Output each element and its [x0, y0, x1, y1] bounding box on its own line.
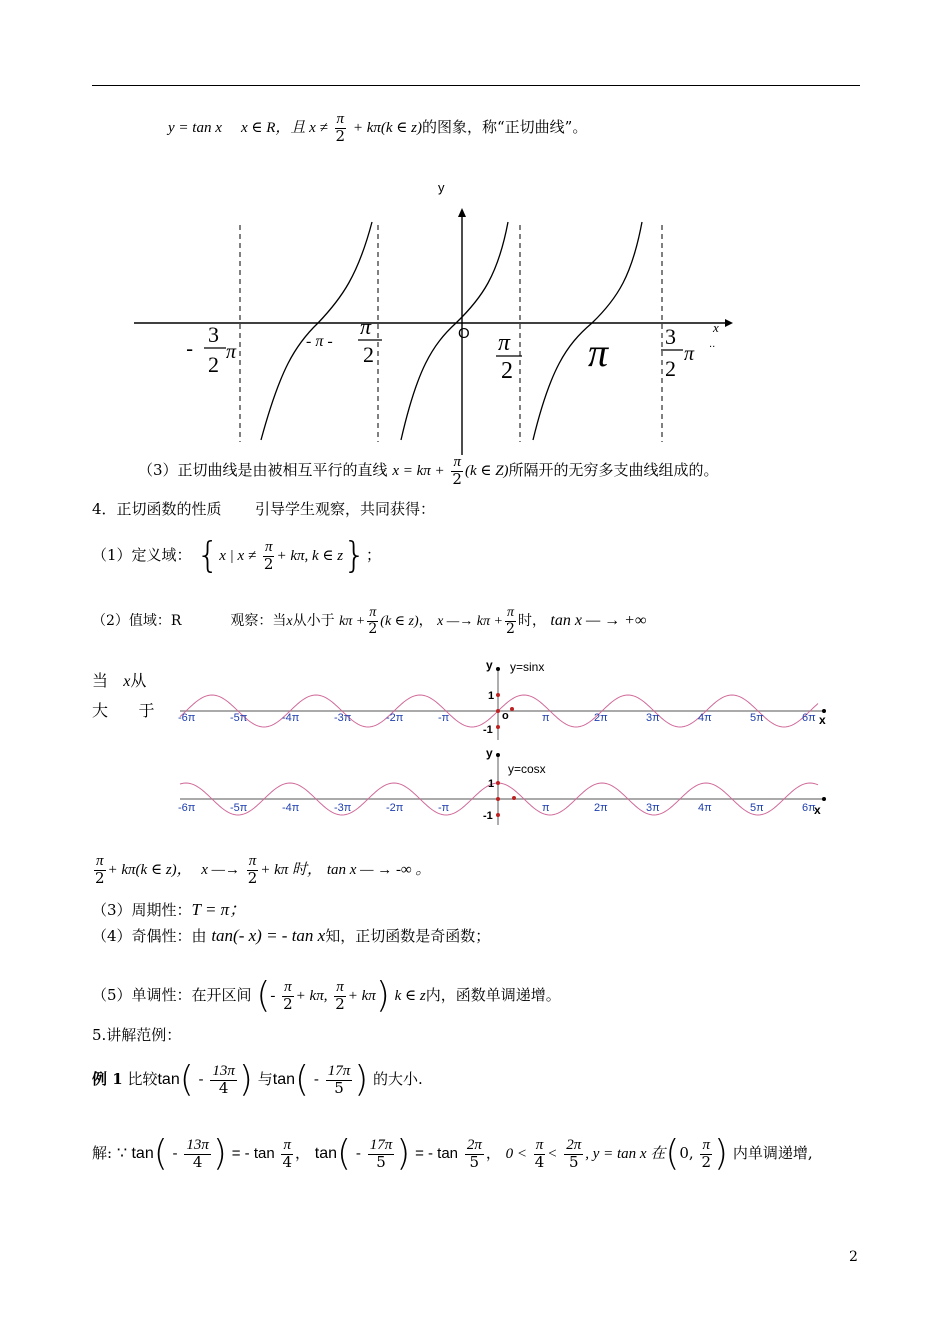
prop2b-fraction2: $\frac{\pi}{2}$: [247, 852, 258, 887]
prop2b-arrow: x —→: [201, 862, 240, 878]
item3-fraction: $\frac{\pi}{2}$: [452, 453, 462, 488]
ex1-and: 与: [257, 1070, 273, 1088]
prop2-arrow-a: x —→ kπ +: [437, 614, 503, 629]
ex1-neg1: -: [198, 1070, 204, 1088]
sol-fraction2: $\frac{\pi}{4}$: [282, 1136, 293, 1171]
sol-fraction5: $\frac{\pi}{4}$: [534, 1136, 545, 1171]
tan-label-neg-sign: -: [186, 337, 194, 361]
prop1-set-b: + kπ, k ∈ z: [276, 548, 344, 564]
prop5-a: -: [270, 988, 276, 1004]
prop2-line: [92, 598, 646, 644]
sol-eq1: = - tan: [231, 1145, 275, 1162]
prop5-label: （5）单调性：在开区间: [92, 986, 252, 1004]
tan-label-neg3-den: 2: [208, 352, 219, 377]
item3-eq: x = kπ +: [392, 463, 445, 479]
prop2-when: 时，: [517, 613, 546, 629]
sec4-guide: 引导学生观察，共同获得：: [254, 500, 435, 518]
tick-label: -4π: [282, 712, 300, 724]
prop5-line: （5）单调性：在开区间 (- $\frac{\pi}{2}$ + kπ, $\frac{\pi}{2}$ + kπ) k ∈ z内，函数单调递增。: [92, 975, 561, 1016]
intro-line: [168, 104, 587, 150]
tick-label: 6π: [802, 802, 816, 814]
tick-label: -6π: [178, 802, 196, 814]
tick-label: -5π: [230, 802, 248, 814]
sol-fraction7: $\frac{\pi}{2}$: [701, 1136, 711, 1171]
sec4-title-line: [92, 498, 435, 519]
tangent-graph: [120, 170, 740, 460]
intro-prefix: y = tan x: [168, 120, 222, 136]
prop2-from: 从小于: [292, 613, 335, 629]
sol-interval: 0,: [679, 1144, 694, 1162]
sol-eq2: = - tan: [415, 1145, 459, 1162]
cosine-graph: [172, 745, 837, 830]
tan-x-arrow: [725, 319, 733, 327]
intro-suffix: 的图象，称“正切曲线”。: [421, 118, 588, 136]
prop1-semi: ；: [366, 546, 382, 564]
sin-x-label: x: [819, 713, 826, 727]
ex1-neg2: -: [313, 1070, 319, 1088]
side-text-line2: 大 于: [92, 701, 155, 720]
ex1-fraction2: $\frac{17\pi}{5}$: [327, 1062, 351, 1097]
prop2-obs: 观察：当: [230, 613, 287, 629]
cos-point: [512, 796, 516, 800]
prop1-set-a: x | x ≠: [219, 548, 257, 564]
prop5-b: + kπ,: [295, 988, 328, 1004]
sol-tan2: tan: [314, 1145, 338, 1162]
item3-line: [138, 447, 719, 493]
tick-label: 4π: [698, 802, 712, 814]
tick-label: -π: [438, 802, 450, 814]
sol-fraction6: $\frac{2\pi}{5}$: [566, 1136, 582, 1171]
prop3-label: （3）周期性：: [92, 901, 192, 919]
prop2-cond: (k ∈ z): [380, 614, 419, 629]
ex1-tail: 的大小.: [373, 1070, 423, 1088]
ex1-line: 例 1 比较tan( - $\frac{13\pi}{4}$ ) 与tan( - $\frac{17\pi}{5}$ ) 的大小.: [92, 1059, 423, 1100]
ex1-tan2: tan: [272, 1071, 296, 1088]
sine-graph: [172, 655, 837, 740]
tick-label: -4π: [282, 802, 300, 814]
prop5-fraction2: $\frac{\pi}{2}$: [335, 978, 345, 1013]
prop2-label: （2）值域：R: [92, 613, 182, 629]
cos-one: 1: [488, 778, 495, 790]
sin-one: 1: [488, 690, 495, 702]
prop2b-result: tan x — → -∞ 。: [326, 862, 431, 878]
intro-cond: (k ∈ z): [380, 120, 422, 136]
tan-branch-2: [401, 222, 508, 440]
sin-point: [510, 707, 514, 711]
tan-x-label: x: [713, 320, 719, 335]
prop4-tail: 知，正切函数是奇函数；: [325, 927, 491, 945]
prop2b-line: [92, 846, 430, 892]
cos-point: [496, 797, 500, 801]
sol-label: 解:: [92, 1144, 113, 1162]
sol-neg2: -: [355, 1144, 361, 1162]
tan-y-label: y: [438, 180, 445, 195]
prop4-label: （4）奇偶性：由: [92, 927, 207, 945]
sol-ineq-b: , y = tan x 在: [585, 1146, 666, 1162]
tan-origin: O: [458, 325, 470, 342]
tick-label: -2π: [386, 802, 404, 814]
sol-fraction1: $\frac{13\pi}{4}$: [186, 1136, 209, 1171]
tan-label-pos3-num: 3: [665, 324, 676, 349]
ex1-label: 例 1: [92, 1070, 123, 1088]
tick-label: -6π: [178, 712, 196, 724]
tan-label-pos3-pi: π: [684, 343, 695, 365]
prop5-fraction: $\frac{\pi}{2}$: [283, 978, 293, 1013]
tick-label: 2π: [594, 802, 608, 814]
prop2b-kpi: + kπ(k ∈ z)，: [107, 862, 192, 878]
sin-tick-labels: [178, 712, 816, 724]
prop5-cond: k ∈ z: [394, 988, 426, 1004]
cos-title: y=cosx: [508, 762, 546, 776]
tan-label-pi: π: [588, 330, 609, 375]
ex1-tan1: tan: [157, 1071, 180, 1088]
tick-label: 5π: [750, 802, 764, 814]
prop2-result: tan x — → +∞: [550, 612, 647, 629]
prop1-fraction: $\frac{\pi}{2}$: [263, 538, 274, 573]
tick-label: π: [542, 802, 550, 814]
side-text-line1: 当 x从: [92, 671, 147, 690]
sin-point: [496, 725, 500, 729]
sin-neg-one: -1: [483, 724, 493, 736]
sol-fraction4: $\frac{2\pi}{5}$: [466, 1136, 482, 1171]
header-rule: [92, 85, 860, 86]
prop2-x: x: [286, 614, 293, 629]
tick-label: 3π: [646, 712, 660, 724]
item3-text-a: （3）正切曲线是由被相互平行的直线: [138, 461, 388, 479]
sol-ineq-a: 0 <: [505, 1146, 527, 1162]
prop4-eq: tan(- x) = - tan x: [211, 926, 326, 945]
tick-label: 4π: [698, 712, 712, 724]
sec5-title: 5.讲解范例：: [92, 1026, 182, 1044]
sin-point: [496, 709, 500, 713]
prop2-kpi: kπ +: [339, 614, 366, 629]
sin-title: y=sinx: [510, 660, 545, 674]
tick-label: 3π: [646, 802, 660, 814]
intro-plus-kpi: + kπ: [352, 120, 381, 136]
cos-point: [496, 813, 500, 817]
page-number: 2: [849, 1249, 858, 1265]
sol-lt: <: [547, 1146, 558, 1162]
tick-label: -π: [438, 712, 450, 724]
tan-y-arrow: [458, 208, 466, 217]
prop2-comma: ，: [418, 613, 433, 629]
tick-label: -3π: [334, 712, 352, 724]
cos-neg-one: -1: [483, 810, 493, 822]
sol-neg1: -: [172, 1144, 178, 1162]
prop3-line: [92, 895, 246, 920]
tick-label: π: [542, 712, 550, 724]
tick-label: 5π: [750, 712, 764, 724]
prop1-label: （1）定义域：: [92, 546, 192, 564]
prop4-line: [92, 925, 490, 946]
sol-tail: 内单调递增,: [732, 1144, 813, 1162]
sin-point: [496, 693, 500, 697]
prop2b-kpi2: + kπ 时，: [260, 862, 323, 878]
sol-comma2: ，: [485, 1144, 501, 1162]
cos-point: [496, 781, 500, 785]
tan-label-pos-half-num: π: [498, 330, 511, 356]
tick-label: 2π: [594, 712, 608, 724]
cos-y-label: y: [486, 746, 493, 760]
intro-domain: x ∈ R，且 x ≠: [240, 120, 328, 136]
ex1-fraction1: $\frac{13\pi}{4}$: [212, 1062, 235, 1097]
sin-origin: o: [502, 710, 509, 722]
sol-comma1: ，: [295, 1144, 311, 1162]
sol-because: ∵ tan: [116, 1145, 154, 1162]
sol-fraction3: $\frac{17\pi}{5}$: [369, 1136, 393, 1171]
tick-label: -2π: [386, 712, 404, 724]
prop2b-fraction: $\frac{\pi}{2}$: [94, 852, 105, 887]
tan-label-dots: ··: [709, 342, 716, 353]
sec4-title: 4．正切函数的性质: [92, 500, 222, 518]
tan-label-neg3: 3: [208, 322, 219, 347]
item3-text-b: 所隔开的无穷多支曲线组成的。: [508, 461, 719, 479]
prop5-c: + kπ: [347, 988, 376, 1004]
prop2-fraction: $\frac{\pi}{2}$: [368, 604, 378, 637]
ex1-text: 比较: [127, 1070, 158, 1088]
tick-label: 6π: [802, 712, 816, 724]
item3-cond: (k ∈ Z): [464, 463, 509, 479]
tick-label: -3π: [334, 802, 352, 814]
prop3-eq: T = π；: [191, 900, 247, 919]
intro-fraction: $\frac{\pi}{2}$: [335, 110, 346, 145]
tan-label-neg3-pi: π: [226, 341, 237, 363]
tan-label-pos3-den: 2: [665, 356, 676, 381]
tan-label-pos-half-den: 2: [501, 358, 513, 384]
cos-x-label: x: [814, 803, 821, 817]
prop2-fraction2: $\frac{\pi}{2}$: [505, 604, 515, 637]
solution-line: 解: ∵ tan( - $\frac{13\pi}{4}$ ) = - tan $\frac{\pi}{4}$ ， tan( - $\frac{17\pi}{5}$ ) = - tan $\frac{2\pi}{5}$ ， 0 < $\frac{\pi}{4}$ < $\frac{2\pi}{5}$ , y = tan x 在(0, $\frac{\pi}{2}$ ) 内单调递增,: [92, 1133, 813, 1174]
prop5-tail: 内，函数单调递增。: [425, 986, 561, 1004]
prop1-line: （1）定义域： {x | x ≠ $\frac{\pi}{2}$ + kπ, k ∈ z}；: [92, 535, 382, 576]
tan-label-neg-pi: - π -: [306, 333, 333, 350]
tan-label-neg-half-den: 2: [363, 342, 374, 367]
cos-tick-labels: [178, 802, 816, 814]
tan-label-neg-half-num: π: [360, 314, 372, 339]
tick-label: -5π: [230, 712, 248, 724]
tan-branch-1: [261, 222, 372, 440]
sin-y-label: y: [486, 658, 493, 672]
